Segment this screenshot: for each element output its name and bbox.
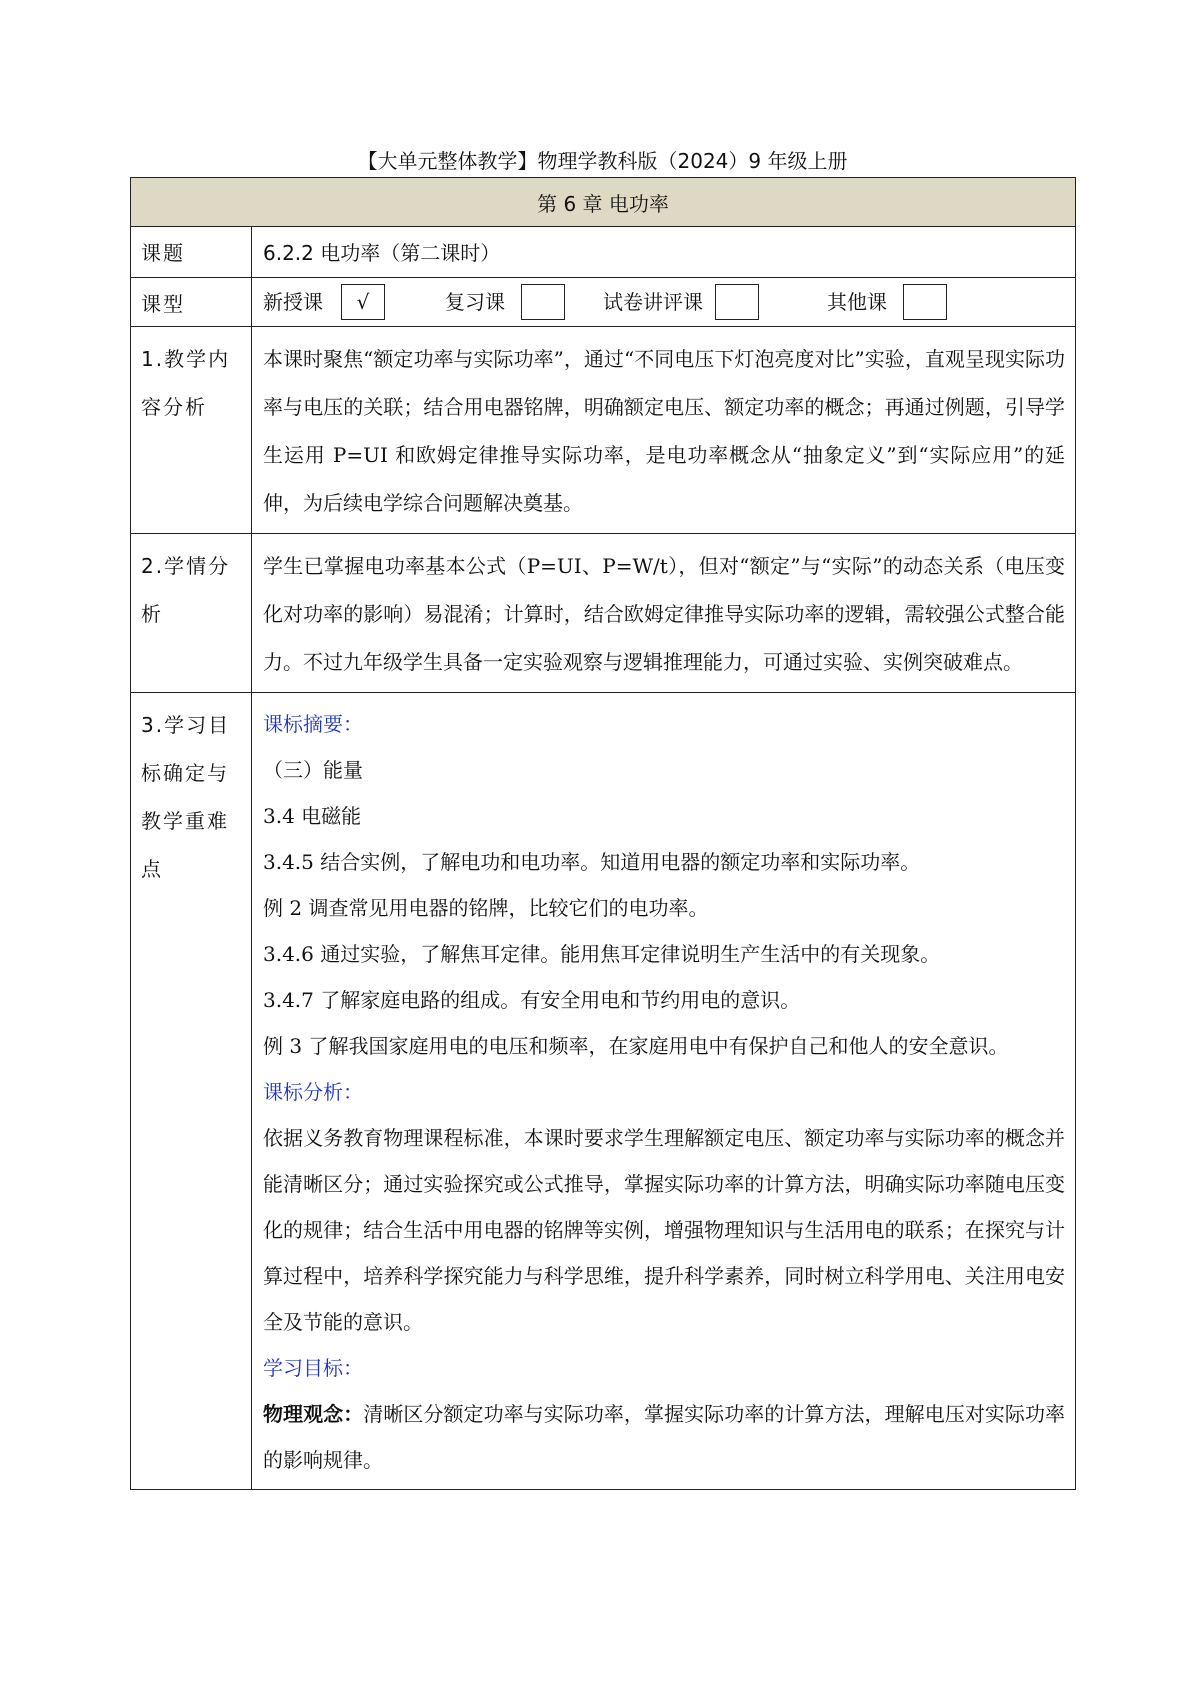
lesson-type-label: 课型 <box>131 278 252 327</box>
standard-line: 3.4.7 了解家庭电路的组成。有安全用电和节约用电的意识。 <box>263 988 801 1012</box>
option-exam-review-lesson-checkbox[interactable] <box>715 284 759 320</box>
option-new-lesson-checkbox[interactable]: √ <box>341 284 385 320</box>
content-analysis-row <box>131 327 1076 534</box>
option-exam-review-lesson: 试卷讲评课 <box>603 278 759 326</box>
objectives-content <box>252 693 1076 1490</box>
standard-line: （三）能量 <box>263 758 363 782</box>
option-review-lesson: 复习课 <box>445 278 565 326</box>
standard-line: 3.4.5 结合实例，了解电功和电功率。知道用电器的额定功率和实际功率。 <box>263 850 921 874</box>
topic-value: 6.2.2 电功率（第二课时） <box>252 227 1076 278</box>
goal-text: 清晰区分额定功率与实际功率，掌握实际功率的计算方法，理解电压对实际功率的影响规律。 <box>263 1402 1066 1472</box>
option-other-lesson-checkbox[interactable] <box>903 284 947 320</box>
standard-line: 3.4 电磁能 <box>263 804 362 828</box>
option-review-lesson-checkbox[interactable] <box>521 284 565 320</box>
option-other-lesson: 其他课 <box>827 278 947 326</box>
topic-row <box>131 227 1076 278</box>
document-title: 【大单元整体教学】物理学教科版（2024）9 年级上册 <box>357 149 848 173</box>
learner-analysis-text: 学生已掌握电功率基本公式（P=UI、P=W/t），但对“额定”与“实际”的动态关系（电压变化对功率的影响）易混淆；计算时，结合欧姆定律推导实际功率的逻辑，需较强公式整合能力。不过九年级学生具备一定实验观察与逻辑推理能力，可通过实验、实例突破难点。 <box>252 534 1076 693</box>
lesson-type-options <box>252 278 1076 327</box>
goal-physics-concept <box>263 1391 1065 1483</box>
lesson-plan-table <box>130 177 1076 1490</box>
goals-heading: 学习目标： <box>263 1356 363 1380</box>
objectives-row <box>131 693 1076 1490</box>
standard-heading: 课标摘要： <box>263 712 363 736</box>
content-analysis-text: 本课时聚焦“额定功率与实际功率”，通过“不同电压下灯泡亮度对比”实验，直观呈现实际功率与电压的关联；结合用电器铭牌，明确额定电压、额定功率的概念；再通过例题，引导学生运用 P=UI 和欧姆定律推导实际功率，是电功率概念从“抽象定义”到“实际应用”的延伸，为后续电学综合问题解决奠基。 <box>252 327 1076 534</box>
objectives-label: 3.学习目标确定与教学重难点 <box>131 693 252 1490</box>
learner-analysis-row <box>131 534 1076 693</box>
chapter-title: 第 6 章 电功率 <box>131 178 1076 227</box>
learner-analysis-label: 2.学情分析 <box>131 534 252 693</box>
standard-line: 3.4.6 通过实验，了解焦耳定律。能用焦耳定律说明生产生活中的有关现象。 <box>263 942 941 966</box>
topic-label: 课题 <box>131 227 252 278</box>
standard-line: 例 2 调查常见用电器的铭牌，比较它们的电功率。 <box>263 896 709 920</box>
lesson-type-row <box>131 278 1076 327</box>
content-analysis-label: 1.教学内容分析 <box>131 327 252 534</box>
chapter-row <box>131 178 1076 227</box>
option-new-lesson: 新授课 √ <box>263 278 385 326</box>
analysis-text: 依据义务教育物理课程标准，本课时要求学生理解额定电压、额定功率与实际功率的概念并能清晰区分；通过实验探究或公式推导，掌握实际功率的计算方法，明确实际功率随电压变化的规律；结合生活中用电器的铭牌等实例，增强物理知识与生活用电的联系；在探究与计算过程中，培养科学探究能力与科学思维，提升科学素养，同时树立科学用电、关注用电安全及节能的意识。 <box>263 1126 1066 1334</box>
standard-line: 例 3 了解我国家庭用电的电压和频率，在家庭用电中有保护自己和他人的安全意识。 <box>263 1034 1009 1058</box>
analysis-heading: 课标分析： <box>263 1080 363 1104</box>
goal-label: 物理观念： <box>263 1402 364 1426</box>
